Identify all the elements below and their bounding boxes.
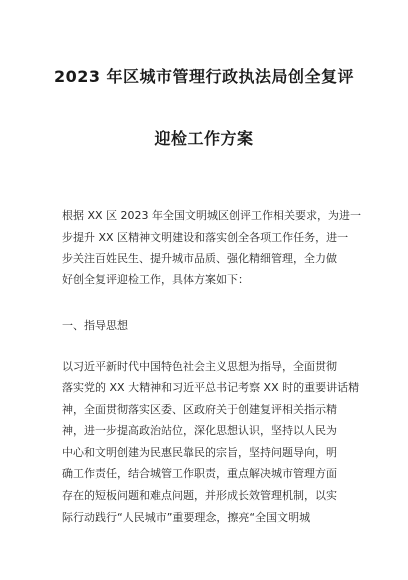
- section-line-7: 存在的短板问题和难点问题，并形成长效管理机制，以实: [62, 489, 337, 502]
- section-line-3: 神，全面贯彻落实区委、区政府关于创建复评相关指示精: [62, 403, 337, 416]
- section-line-4: 神，进一步提高政治站位，深化思想认识，坚持以人民为: [62, 424, 337, 437]
- document-title-line-2: 迎检工作方案: [154, 129, 254, 148]
- intro-line-4: 好创全复评迎检工作，具体方案如下：: [62, 273, 249, 286]
- section-line-6: 确工作责任，结合城管工作职责，重点解决城市管理方面: [62, 467, 337, 480]
- document-title-line-1: 2023 年区城市管理行政执法局创全复评: [53, 67, 355, 86]
- section-line-1: 以习近平新时代中国特色社会主义思想为指导，全面贯彻: [62, 360, 337, 373]
- section-heading-guiding-ideology: 一、指导思想: [62, 319, 128, 332]
- section-line-2: 落实党的 XX 大精神和习近平总书记考察 XX 时的重要讲话精: [62, 381, 360, 394]
- intro-line-3: 步关注百姓民生、提升城市品质、强化精细管理，全力做: [62, 252, 337, 265]
- intro-line-1: 根据 XX 区 2023 年全国文明城区创评工作相关要求，为进一: [62, 209, 362, 222]
- section-line-5: 中心和文明创建为民惠民靠民的宗旨，坚持问题导向，明: [62, 446, 337, 459]
- intro-line-2: 步提升 XX 区精神文明建设和落实创全各项工作任务，进一: [62, 231, 349, 244]
- section-line-8: 际行动践行“人民城市”重要理念，擦亮“全国文明城: [62, 511, 311, 524]
